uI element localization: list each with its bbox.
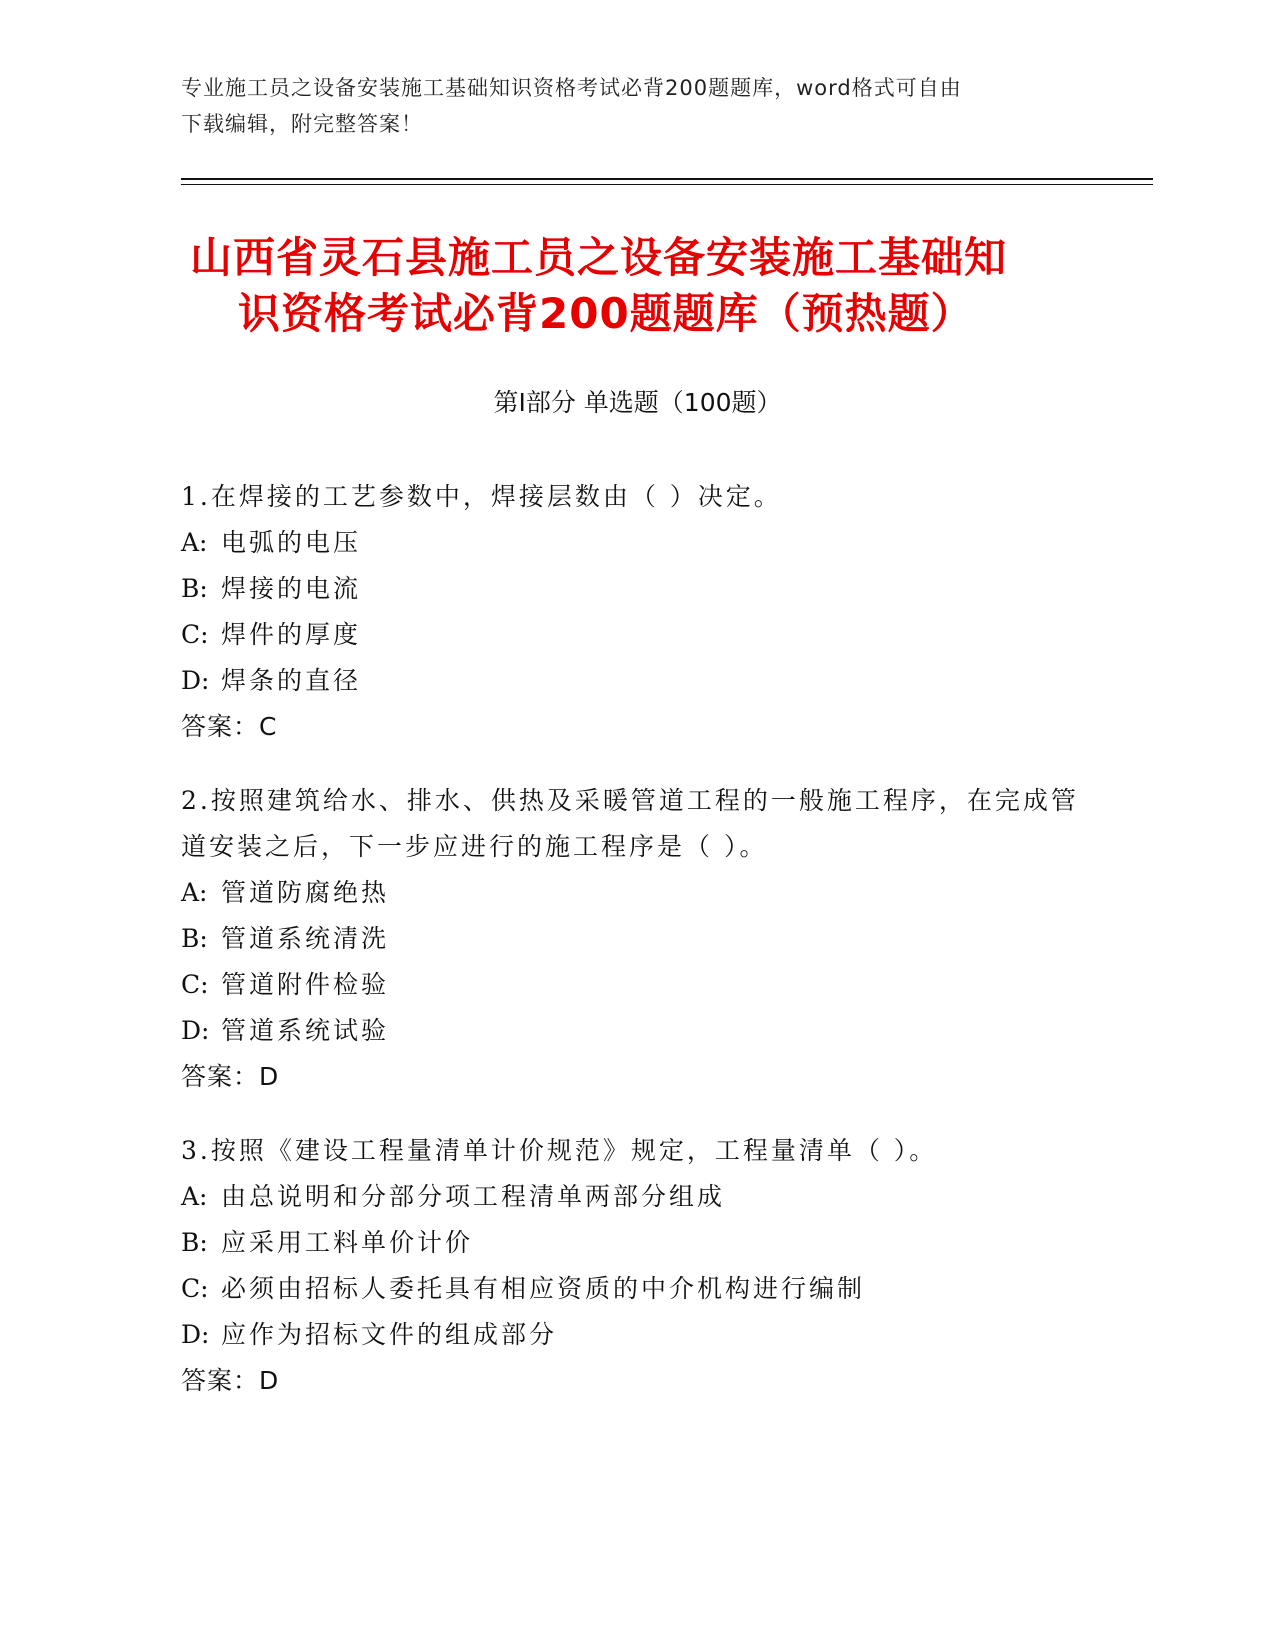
option-d: D: 焊条的直径 xyxy=(181,666,362,695)
document-title xyxy=(190,230,1190,342)
option-d: D: 管道系统试验 xyxy=(181,1016,390,1045)
question-stem: 1.在焊接的工艺参数中，焊接层数由（ ）决定。 xyxy=(181,482,782,511)
header-divider-thick xyxy=(181,178,1153,180)
option-c: C: 必须由招标人委托具有相应资质的中介机构进行编制 xyxy=(181,1274,866,1303)
question-list xyxy=(181,474,1101,1432)
answer-line: 答案：D xyxy=(181,1062,280,1091)
header-divider-thin xyxy=(181,184,1153,185)
header-note-line1: 专业施工员之设备安装施工基础知识资格考试必背200题题库，word格式可自由 xyxy=(181,76,962,100)
option-b: B: 应采用工料单价计价 xyxy=(181,1228,474,1257)
section-heading: 第Ⅰ部分 单选题（100题） xyxy=(493,388,782,417)
option-a: A: 管道防腐绝热 xyxy=(181,878,390,907)
header-note xyxy=(181,70,1061,142)
header-note-line2: 下载编辑，附完整答案！ xyxy=(181,112,423,136)
answer-line: 答案：D xyxy=(181,1366,280,1395)
option-c: C: 焊件的厚度 xyxy=(181,620,362,649)
question-3 xyxy=(181,1128,1101,1404)
option-d: D: 应作为招标文件的组成部分 xyxy=(181,1320,558,1349)
option-b: B: 焊接的电流 xyxy=(181,574,362,603)
question-stem: 3.按照《建设工程量清单计价规范》规定，工程量清单（ ）。 xyxy=(181,1136,938,1165)
option-c: C: 管道附件检验 xyxy=(181,970,390,999)
option-a: A: 由总说明和分部分项工程清单两部分组成 xyxy=(181,1182,726,1211)
option-b: B: 管道系统清洗 xyxy=(181,924,390,953)
document-title-line1: 山西省灵石县施工员之设备安装施工基础知 xyxy=(190,233,1008,282)
answer-line: 答案：C xyxy=(181,712,278,741)
option-a: A: 电弧的电压 xyxy=(181,528,362,557)
document-title-line2: 识资格考试必背200题题库（预热题） xyxy=(238,289,974,338)
question-1 xyxy=(181,474,1101,750)
question-2 xyxy=(181,778,1101,1100)
question-stem: 2.按照建筑给水、排水、供热及采暖管道工程的一般施工程序，在完成管道安装之后，下一步应进行的施工程序是（ ）。 xyxy=(181,786,1079,861)
